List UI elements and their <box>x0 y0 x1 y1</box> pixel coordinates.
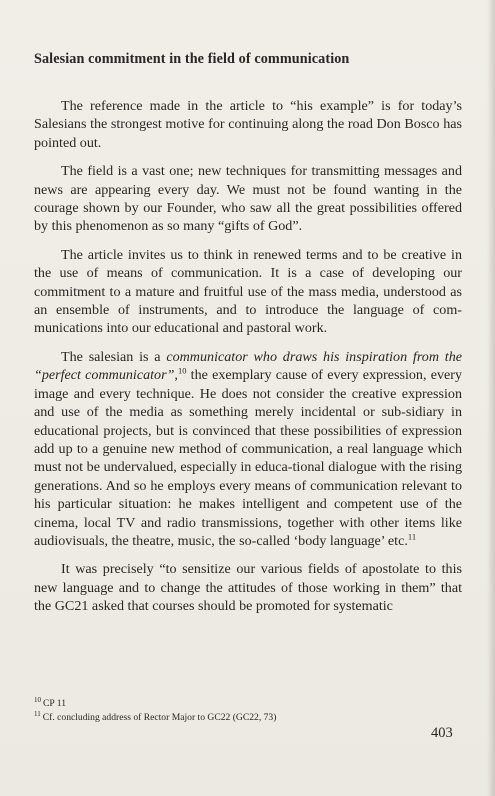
page-edge-shadow <box>487 0 495 796</box>
paragraph-2: The field is a vast one; new techniques for transmitting messages and news are appearing every day. We must not be found wanting in the courage shown by our Founder, who saw all the great possibilities offered by this phenomenon as so many “gifts of God”. <box>34 163 462 235</box>
body-text <box>34 97 462 626</box>
footnote-ref-11: 11 <box>407 531 417 542</box>
footnote-number: 11 <box>34 709 41 718</box>
footnote-text: Cf. concluding address of Rector Major to GC22 (GC22, 73) <box>42 712 277 723</box>
footnote-number: 10 <box>34 695 41 704</box>
paragraph-5: It was precisely “to sensitize our various fields of apostolate to this new language and to change the attitudes of those working in them” that the GC21 asked that courses should be promoted for systematic <box>34 561 462 615</box>
footnote-ref-10: 10 <box>177 365 187 376</box>
paragraph-4-emphasis: communicator who draws his inspiration from the “perfect communicator”, <box>34 348 463 384</box>
paragraph-3: The article invites us to think in renewed terms and to be creative in the use of means of communication. It is a case of developing our commitment to a mature and fruitful use of the mass media, understood as an ensemble of instruments, and to introduce the language of com-munications into our educational and pastoral work. <box>34 246 462 337</box>
page-number: 403 <box>431 725 453 741</box>
footnote-text: CP 11 <box>43 698 67 709</box>
footnotes <box>34 697 454 725</box>
paragraph-1: The reference made in the article to “his example” is for today’s Salesians the strongest motive for continuing along the road Don Bosco has pointed out. <box>34 98 462 151</box>
footnote-10 <box>34 697 454 711</box>
paragraph-4-body: the exemplary cause of every expression, every image and every technique. He does not consider the creative expression and use of the media as something merely incidental or sub-sidiary in educational projects, but is convinced that these possibilities of expression add up to a genuine new method of communication, a real language which must not be undervalued, especially in educa-tional dialogue with the rising generations. And so he employs every means of communication relevant to his particular situation: he makes intelligent and competent use of the cinema, local TV and radio transmissions, together with other items like audiovisuals, the theatre, music, the so-called ‘body language’ etc. <box>34 367 462 549</box>
footnote-11 <box>34 711 454 725</box>
section-heading: Salesian commitment in the field of communication <box>34 51 350 67</box>
paragraph-4 <box>34 348 462 550</box>
paragraph-4-lead: The salesian is a <box>61 348 167 365</box>
